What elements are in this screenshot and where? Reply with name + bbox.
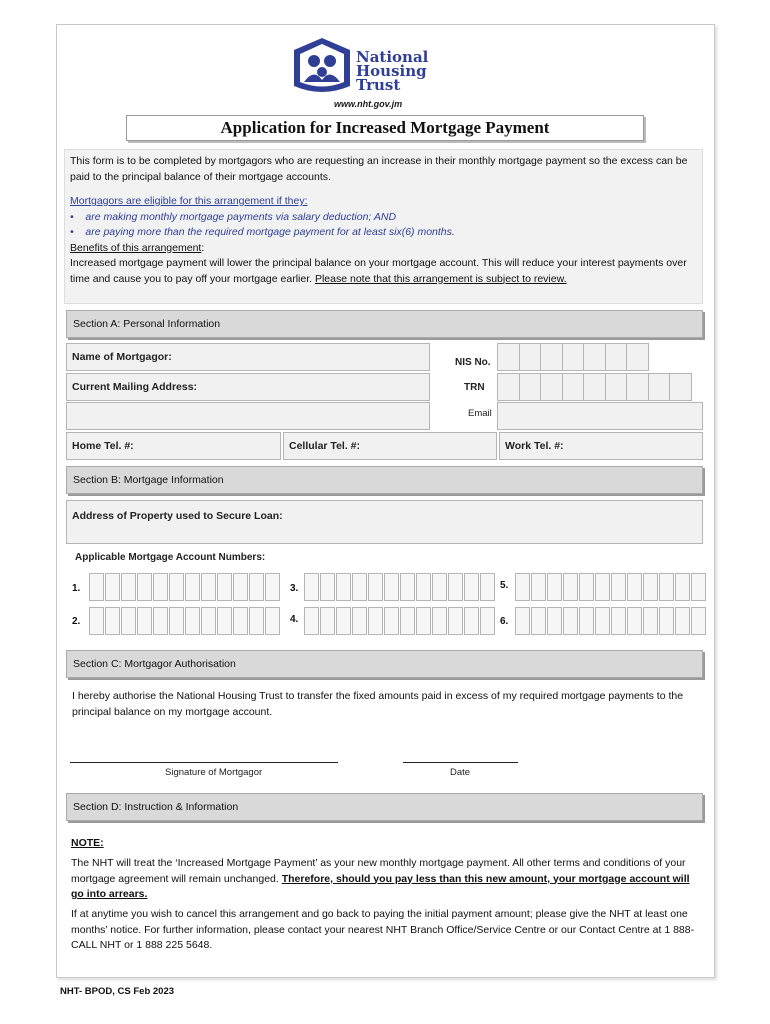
section-d-header: Section D: Instruction & Information	[66, 793, 703, 821]
account-6-label: 6.	[500, 616, 509, 627]
account-1-boxes[interactable]	[89, 573, 281, 601]
intro-panel	[64, 149, 703, 304]
logo-wordmark: National Housing Trust	[356, 48, 429, 94]
note-label: NOTE:	[71, 837, 104, 849]
account-4-label: 4.	[290, 614, 299, 625]
account-numbers-label: Applicable Mortgage Account Numbers:	[75, 552, 266, 563]
eligibility-bullet-1: • are making monthly mortgage payments via salary deduction; AND	[70, 210, 397, 223]
intro-paragraph: This form is to be completed by mortgagors who are requesting an increase in their monthly mortgage payment so the excess can be paid to the principal balance of their mortgage accounts.	[70, 155, 688, 183]
nis-number-boxes[interactable]	[497, 343, 648, 371]
email-label: Email	[468, 408, 492, 419]
account-6-boxes[interactable]	[515, 607, 707, 635]
mortgagor-name-field[interactable]: Name of Mortgagor:	[66, 343, 430, 371]
account-3-boxes[interactable]	[304, 573, 496, 601]
signature-label: Signature of Mortgagor	[165, 767, 263, 778]
cellular-tel-field[interactable]: Cellular Tel. #:	[283, 432, 497, 460]
benefits-heading: Benefits of this arrangement:	[70, 241, 205, 254]
benefits-text: Increased mortgage payment will lower the principal balance on your mortgage account. This will reduce your interest payments over time and cause you to pay off your mortgage earlier. Please note that this arrangement is subject to review.	[70, 257, 687, 285]
cancel-text: If at anytime you wish to cancel this arrangement and go back to paying the initial payment amount; please give the NHT at least one months’ notice. For further information, please contact your nearest NHT Branch Office/Service Centre or our Contact Centre at 1 888-CALL NHT or 1 888 225 5648.	[71, 908, 695, 951]
trn-label: TRN	[464, 382, 485, 393]
email-field[interactable]	[497, 402, 703, 430]
nis-label: NIS No.	[455, 357, 491, 368]
account-2-label: 2.	[72, 616, 81, 627]
work-tel-field[interactable]: Work Tel. #:	[499, 432, 703, 460]
section-c-header: Section C: Mortgagor Authorisation	[66, 650, 703, 678]
account-2-boxes[interactable]	[89, 607, 281, 635]
account-3-label: 3.	[290, 583, 299, 594]
date-line[interactable]	[403, 762, 518, 763]
note-text: The NHT will treat the ‘Increased Mortgage Payment’ as your new monthly mortgage payment. All other terms and conditions of your mortgage agreement will remain unchanged. Therefore, should you pay less than this new amount, your mortgage account will go into arrears.	[71, 857, 690, 900]
date-label: Date	[450, 767, 471, 778]
page-title: Application for Increased Mortgage Payment	[126, 115, 644, 141]
form-code: NHT- BPOD, CS Feb 2023	[60, 986, 175, 997]
account-4-boxes[interactable]	[304, 607, 496, 635]
home-tel-field[interactable]: Home Tel. #:	[66, 432, 281, 460]
section-a-header: Section A: Personal Information	[66, 310, 703, 338]
eligibility-heading: Mortgagors are eligible for this arrangement if they:	[70, 195, 308, 207]
website-url: www.nht.gov.jm	[334, 99, 403, 109]
eligibility-bullet-2: • are paying more than the required mortgage payment for at least six(6) months.	[70, 226, 455, 238]
mailing-address-line-2[interactable]	[66, 402, 430, 430]
signature-line[interactable]	[70, 762, 338, 763]
account-5-boxes[interactable]	[515, 573, 707, 601]
account-1-label: 1.	[72, 583, 81, 594]
trn-number-boxes[interactable]	[497, 373, 691, 401]
mailing-address-field[interactable]: Current Mailing Address:	[66, 373, 430, 401]
authorisation-text: I hereby authorise the National Housing Trust to transfer the fixed amounts paid in excess of my required mortgage payments to the principal balance on my mortgage account.	[72, 690, 684, 718]
section-b-header: Section B: Mortgage Information	[66, 466, 703, 494]
account-5-label: 5.	[500, 580, 509, 591]
property-address-field[interactable]: Address of Property used to Secure Loan:	[66, 500, 703, 544]
